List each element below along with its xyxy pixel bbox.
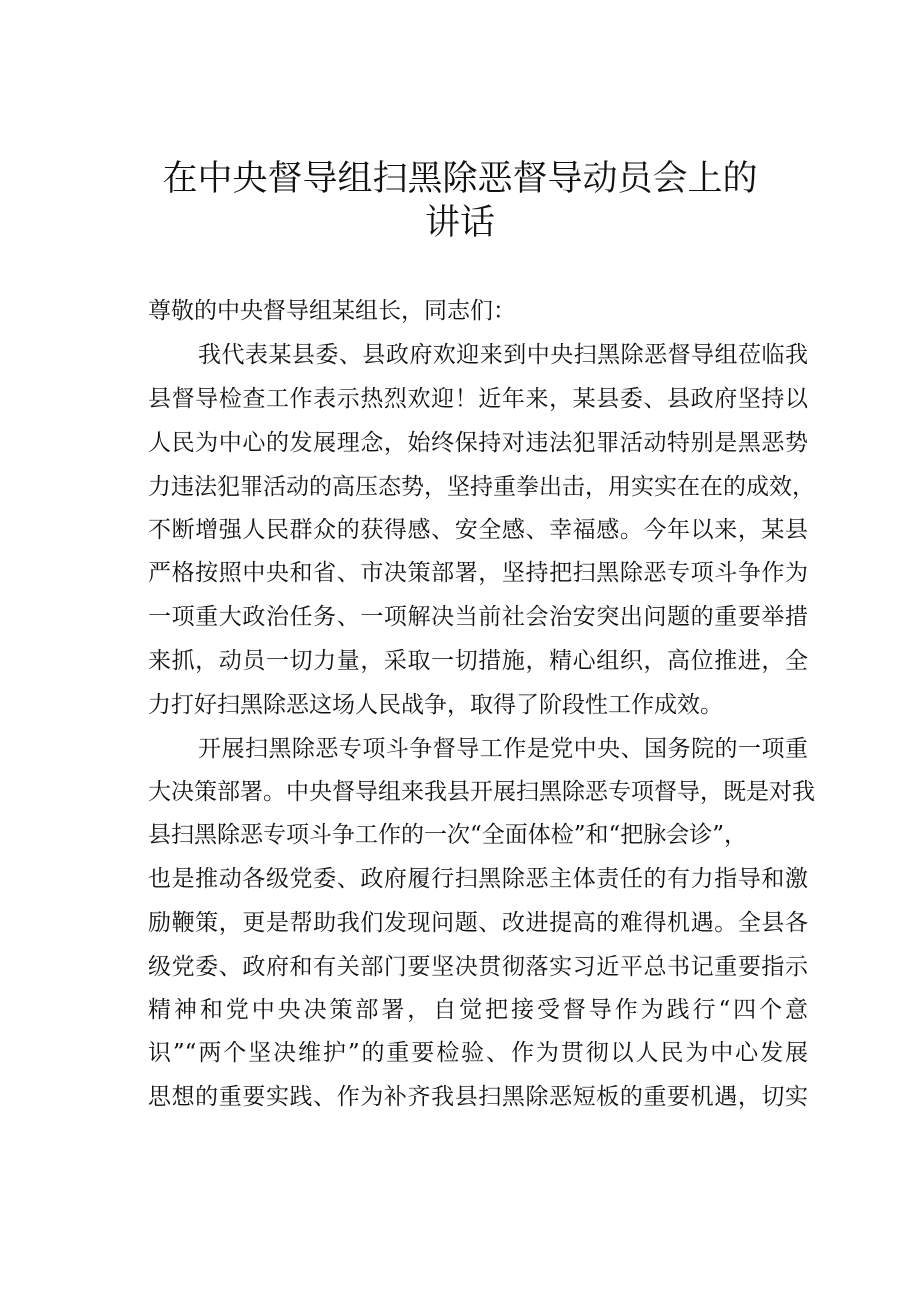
paragraph-2-line: 开展扫黑除恶专项斗争督导工作是党中央、国务院的一项重 [198, 736, 808, 762]
paragraph-1-line: 力打好扫黑除恶这场人民战争，取得了阶段性工作成效。 [148, 692, 723, 718]
paragraph-1-line: 一项重大政治任务、一项解决当前社会治安突出问题的重要举措 [148, 604, 808, 630]
paragraph-1-line: 力违法犯罪活动的高压态势，坚持重拳出击，用实实在在的成效， [148, 474, 815, 500]
paragraph-2-line: 级党委、政府和有关部门要坚决贯彻落实习近平总书记重要指示 [148, 954, 808, 980]
paragraph-2-line: 县扫黑除恶专项斗争工作的一次“全面体检”和“把脉会诊”， [148, 822, 748, 848]
paragraph-2-line: 精神和党中央决策部署，自觉把接受督导作为践行“四个意 [148, 997, 808, 1023]
paragraph-1-line: 不断增强人民群众的获得感、安全感、幸福感。今年以来，某县 [148, 517, 808, 543]
paragraph-1-line: 来抓，动员一切力量，采取一切措施，精心组织，高位推进，全 [148, 648, 808, 674]
paragraph-2-line: 也是推动各级党委、政府履行扫黑除恶主体责任的有力指导和激 [148, 866, 808, 892]
document-title-line-2: 讲话 [424, 203, 495, 243]
salutation: 尊敬的中央督导组某组长，同志们： [148, 298, 516, 324]
paragraph-2-line: 励鞭策，更是帮助我们发现问题、改进提高的难得机遇。全县各 [148, 910, 808, 936]
paragraph-1-line: 人民为中心的发展理念，始终保持对违法犯罪活动特别是黑恶势 [148, 430, 808, 456]
document-title-line-1: 在中央督导组扫黑除恶督导动员会上的 [162, 159, 758, 199]
paragraph-1-line: 严格按照中央和省、市决策部署，坚持把扫黑除恶专项斗争作为 [148, 560, 808, 586]
paragraph-1-line: 县督导检查工作表示热烈欢迎！近年来，某县委、县政府坚持以 [148, 386, 808, 412]
paragraph-2-line: 大决策部署。中央督导组来我县开展扫黑除恶专项督导，既是对我 [148, 779, 815, 805]
paragraph-2-line: 识”“两个坚决维护”的重要检验、作为贯彻以人民为中心发展 [148, 1040, 808, 1066]
paragraph-2-line: 思想的重要实践、作为补齐我县扫黑除恶短板的重要机遇，切实 [148, 1084, 808, 1110]
paragraph-1-line: 我代表某县委、县政府欢迎来到中央扫黑除恶督导组莅临我 [198, 342, 808, 368]
